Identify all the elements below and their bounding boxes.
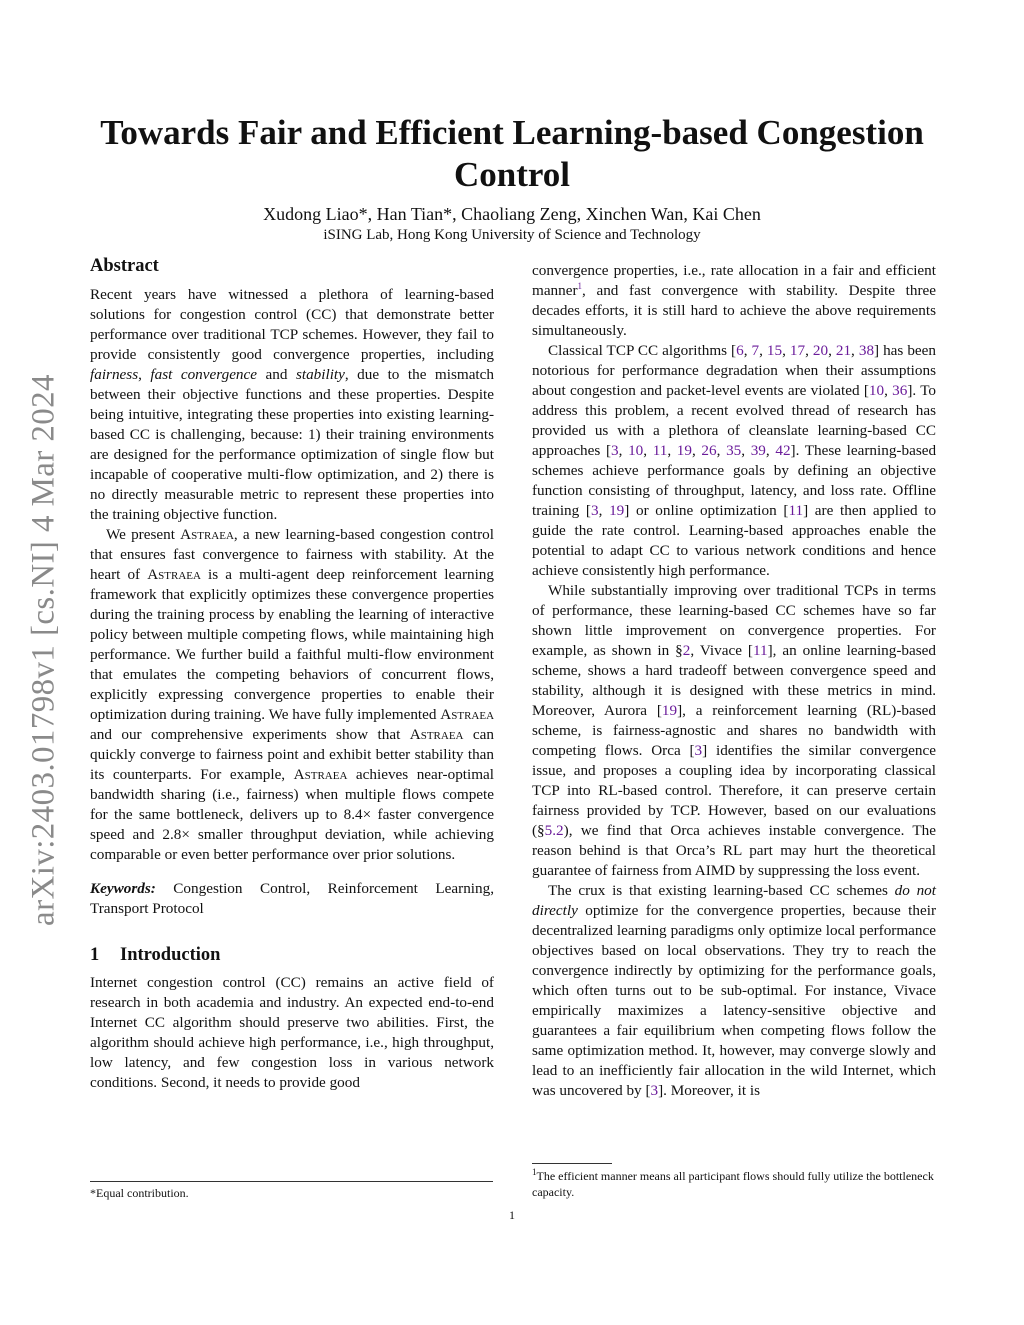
intro-paragraph-2: Classical TCP CC algorithms [6, 7, 15, 17, 20, 21, 38] has been notorious for performance degradation when their assumptions about congestion and packet-level events are violated [10, 36]. To address this problem, a recent evolved thread of research has provided us with a plethora of cleanslate learning-based CC approaches [3, 10, 11, 19, 26, 35, 39, 42]. These learning-based schemes achieve performance goals by defining an objective function consisting of throughput, latency, and loss rate. Offline training [3, 19] or online optimization [11] are then applied to guide the rate control. Learning-based approaches enable the potential to adapt CC to various network conditions and hence achieve consistently high performance. (532, 342, 937, 579)
citation-link[interactable]: 10 (868, 382, 885, 399)
emphasis: stability (295, 366, 345, 383)
footnote-ref[interactable]: 1 (577, 280, 583, 291)
citation-link[interactable]: 39 (750, 442, 766, 459)
section-heading-introduction (90, 945, 494, 966)
citation-link[interactable]: 38 (858, 342, 875, 359)
citation-link[interactable]: 35 (726, 442, 742, 459)
intro-paragraph-1: Internet congestion control (CC) remains an active field of research in both academia and industry. An expected end-to-end Internet CC algorithm should preserve two abilities. First, the algorithm should achieve high performance, i.e., high throughput, low latency, and few congestion loss in various network conditions. Second, it needs to provide good (90, 974, 494, 1091)
citation-link[interactable]: 20 (812, 342, 829, 359)
citation-link[interactable]: 21 (835, 342, 852, 359)
citation-link[interactable]: 11 (752, 642, 768, 659)
emphasis: fast convergence (150, 366, 258, 383)
citation-link[interactable]: 19 (661, 702, 678, 719)
footnote-rule-left (90, 1181, 493, 1182)
arxiv-identifier: arXiv:2403.01798v1 [cs.NI] 4 Mar 2024 (25, 374, 62, 926)
citation-link[interactable]: 2 (682, 642, 691, 659)
footnote-efficient-manner (532, 1168, 936, 1200)
keywords (90, 879, 494, 919)
citation-link[interactable]: 3 (611, 442, 619, 459)
system-name: Astraea (147, 566, 201, 583)
citation-link[interactable]: 5.2 (544, 822, 564, 839)
footnote-rule-right (532, 1163, 612, 1164)
footnote-text: The efficient manner means all participant flows should fully utilize the bottleneck capacity. (532, 1169, 934, 1199)
citation-link[interactable]: 11 (788, 502, 804, 519)
footnote-equal-contribution: *Equal contribution. (90, 1186, 189, 1200)
system-name: Astraea (180, 526, 234, 543)
citation-link[interactable]: 15 (766, 342, 783, 359)
citation-link[interactable]: 17 (789, 342, 806, 359)
system-name: Astraea (409, 726, 464, 743)
author-list: Xudong Liao*, Han Tian*, Chaoliang Zeng, Xinchen Wan, Kai Chen (263, 204, 761, 224)
keywords-label: Keywords: (90, 880, 156, 897)
page-number: 1 (509, 1208, 515, 1222)
citation-link[interactable]: 19 (609, 502, 625, 519)
system-name: Astraea (293, 766, 348, 783)
citation-link[interactable]: 3 (694, 742, 703, 759)
citation-link[interactable]: 6 (736, 342, 744, 359)
keywords-text: Congestion Control, Reinforcement Learning, Transport Protocol (90, 880, 494, 917)
footnote-mark: 1 (532, 1167, 537, 1177)
arxiv-sidebar-stamp (22, 370, 66, 930)
citation-link[interactable]: 19 (676, 442, 692, 459)
section-title: Introduction (120, 945, 221, 965)
system-name: Astraea (440, 706, 495, 723)
left-column (90, 256, 494, 1093)
citation-link[interactable]: 42 (775, 442, 791, 459)
abstract-paragraph-2: We present Astraea, a new learning-based congestion control that ensures fast convergence to fairness with stability. At the heart of Astraea is a multi-agent deep reinforcement learning framework that explicitly optimizes these convergence properties during the training process by enabling the learning of interactive policy between multiple competing flows, while maintaining high performance. We further build a faithful multi-flow environment that emulates the competing behaviors of concurrent flows, explicitly expressing convergence properties to enable their optimization during training. We have fully implemented Astraea and our comprehensive experiments show that Astraea can quickly converge to fairness point and exhibit better stability than its counterparts. For example, Astraea achieves near-optimal bandwidth sharing (i.e., fairness) when multiple flows compete for the same bottleneck, delivers up to 8.4× faster convergence speed and 2.8× smaller throughput deviation, while achieving comparable or even better performance over prior solutions. (90, 526, 495, 863)
affiliation: iSING Lab, Hong Kong University of Science and Technology (323, 227, 701, 243)
intro-paragraph-1-continued: convergence properties, i.e., rate allocation in a fair and efficient manner$^1$, and fast convergence with stability. Despite three decades efforts, it is still hard to achieve the above requirements simultaneously. (532, 262, 936, 339)
citation-link[interactable]: 3 (590, 502, 599, 519)
intro-paragraph-3: While substantially improving over traditional TCPs in terms of performance, these learning-based CC schemes have so far shown little improvement on convergence properties. For example, as shown in §2, Vivace [11], an online learning-based scheme, shows a hard tradeoff between convergence speed and stability, although it is designed with these metrics in mind. Moreover, Aurora [19], a reinforcement learning (RL)-based scheme, is fairness-agnostic and shares no bandwidth with competing flows. Orca [3] identifies the similar convergence issue, and proposes a coupling idea by incorporating classical TCP into RL-based control. Therefore, it can preserve certain fairness provided by TCP. However, based on our evaluations (§5.2), we find that Orca achieves instable convergence. The reason behind is that Orca’s RL part may hurt the theoretical guarantee of fairness from AIMD by suppressing the loss event. (532, 582, 936, 879)
citation-link[interactable]: 7 (751, 342, 760, 359)
emphasis: fairness (90, 366, 139, 383)
abstract-paragraph-1: Recent years have witnessed a plethora of learning-based solutions for congestion control (CC) that demonstrate better performance over traditional TCP schemes. However, they fail to provide consistently good convergence properties, including fairness, fast convergence and stability, due to the mismatch between their objective functions and these properties. Despite being intuitive, integrating these properties into existing learning-based CC is challenging, because: 1) their training environments are designed for the performance optimization of single flow but incapable of cooperative multi-flow optimization, and 2) there is no directly measurable metric to represent these properties into the training objective function. (90, 286, 494, 523)
citation-link[interactable]: 10 (628, 442, 644, 459)
citation-link[interactable]: 3 (650, 1082, 659, 1099)
citation-link[interactable]: 36 (892, 382, 908, 399)
abstract-heading: Abstract (90, 256, 159, 276)
intro-paragraph-4: The crux is that existing learning-based CC schemes do not directly optimize for the convergence properties, because their decentralized learning paradigms only optimize local performance objectives based on local observations. They try to reach the convergence indirectly by optimizing for the performance goals, which often turns out to be sub-optimal. For instance, Vivace empirically maximizes a latency-sensitive objective and guarantees a fair equilibrium when competing flows follow the same optimization method. It, however, may converge slowly and lead to an inefficiently fair allocation in the wild Internet, which was uncovered by [3]. Moreover, it is (532, 882, 936, 1099)
paper-title: Towards Fair and Efficient Learning-based Congestion Control (100, 113, 924, 194)
citation-link[interactable]: 11 (652, 442, 668, 459)
emphasis: do not directly (532, 882, 936, 919)
right-column (532, 261, 936, 1101)
section-number: 1 (90, 945, 100, 965)
citation-link[interactable]: 26 (701, 442, 717, 459)
